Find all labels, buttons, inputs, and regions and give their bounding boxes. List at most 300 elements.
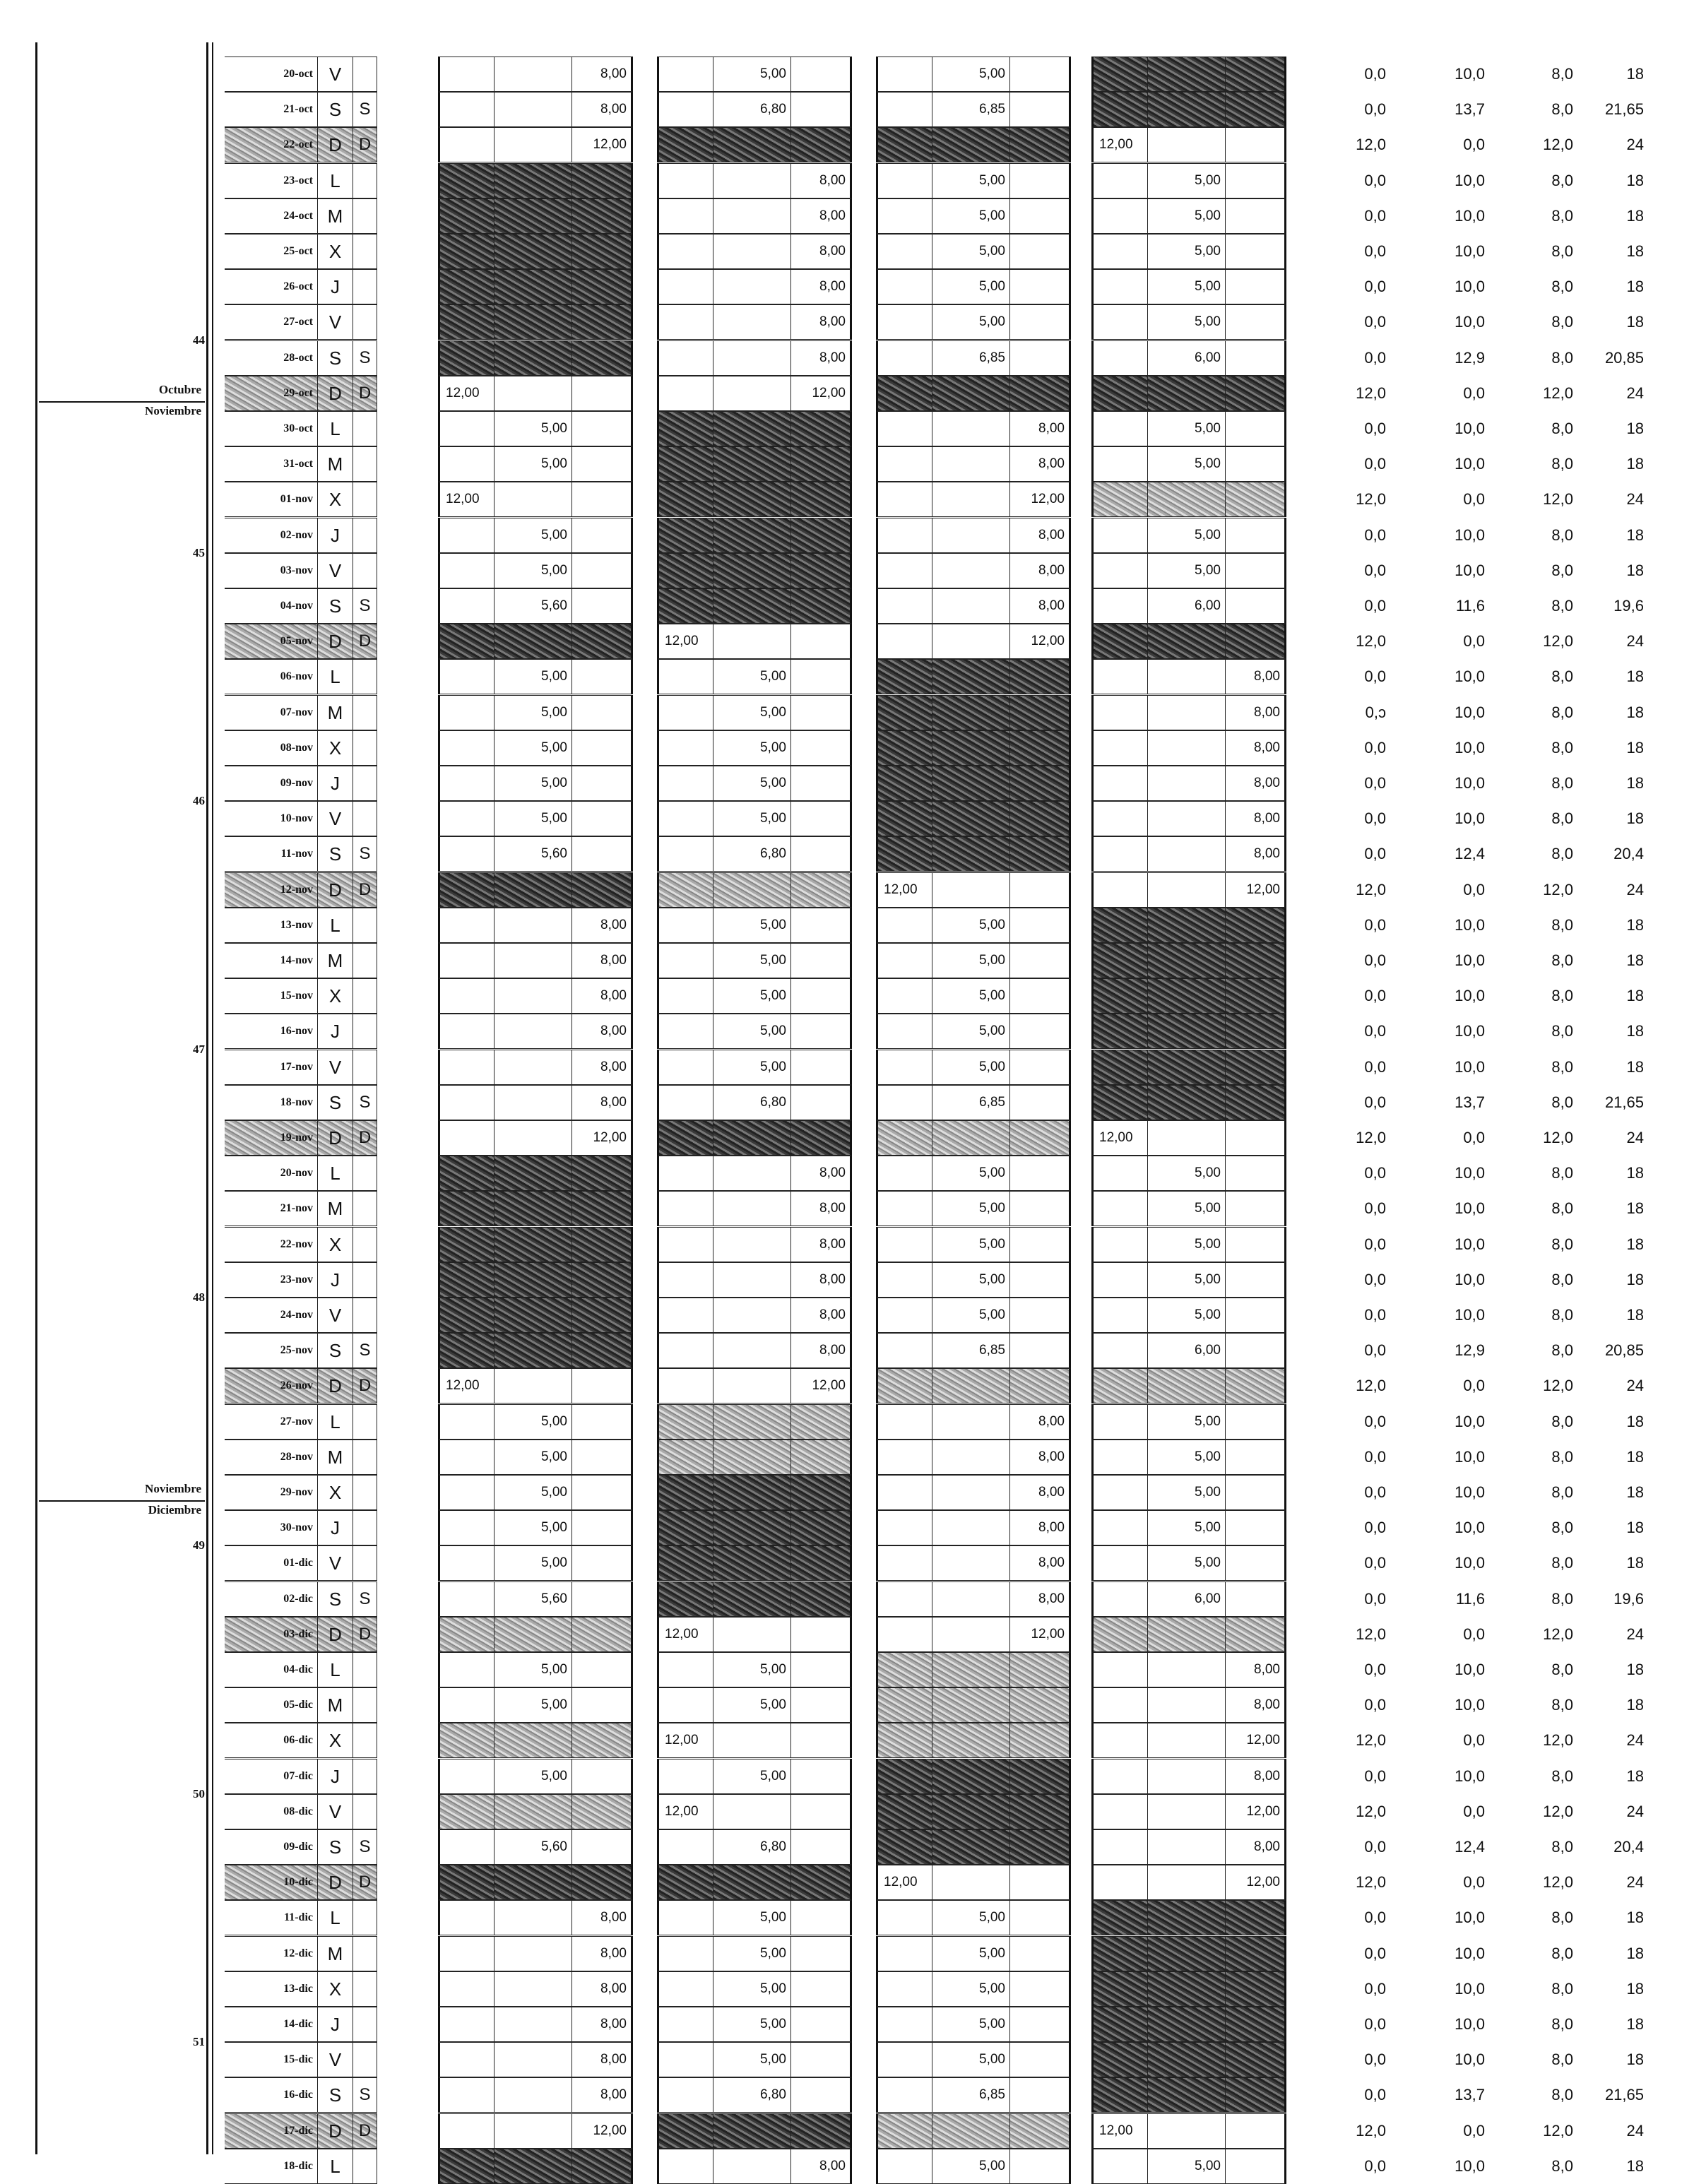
shift-cell [932,1475,1010,1510]
total-value: 18 [1626,1661,1644,1678]
shift-cell [572,1865,633,1900]
shift-cell: 12,00 [1010,624,1071,659]
total-value: 18 [1626,738,1644,756]
shift-cell [438,1900,494,1935]
shift-cell: 8,00 [1226,659,1286,694]
shift-cell [932,766,1010,801]
table-row [0,1581,1682,1617]
shift-cell [713,376,791,411]
shift-cell [494,269,572,304]
total-value: 18 [1626,1306,1644,1324]
date-cell: 16-nov [225,1014,318,1049]
total-value: 8,0 [1551,1944,1573,1962]
day-letter-cell: S [318,836,353,872]
shift-cell [1148,1014,1226,1049]
shift-cell [1010,1333,1071,1368]
total-value: 24 [1626,632,1644,651]
shift-cell [1091,57,1148,92]
shift-cell: 5,00 [713,730,791,766]
shift-cell: 5,00 [1148,446,1226,482]
shift-cell [1091,1262,1148,1298]
shift-cell [713,304,791,340]
total-value: 12,0 [1543,384,1573,402]
date-cell: 22-nov [225,1227,318,1262]
shift-cell [1148,1723,1226,1758]
shift-cell [876,1581,932,1617]
total-value: 0,0 [1364,65,1386,83]
shift-cell [438,2077,494,2113]
shift-cell [932,2113,1010,2149]
shift-cell: 5,00 [494,695,572,730]
shift-cell: 12,00 [1226,1723,1286,1758]
shift-cell: 8,00 [572,943,633,978]
shift-cell [1226,198,1286,234]
shift-cell [572,1191,633,1226]
total-value: 0,0 [1463,1802,1485,1820]
day-letter-cell: M [318,1440,353,1475]
shift-cell: 5,00 [932,978,1010,1014]
shift-cell [1010,1936,1071,1971]
shift-cell [1226,2077,1286,2113]
total-value: 18 [1626,1696,1644,1714]
shift-cell [572,340,633,376]
total-value: 13,7 [1455,100,1485,119]
shift-cell [494,1617,572,1652]
date-cell: 02-dic [225,1581,318,1617]
shift-cell: 5,00 [494,659,572,694]
total-value: 12,0 [1356,384,1386,402]
total-value: 10,0 [1455,2015,1485,2033]
shift-cell: 5,00 [932,2149,1010,2184]
shift-cell [791,1581,852,1617]
shift-cell [438,1298,494,1333]
shift-cell [657,1829,713,1865]
shift-cell [438,1687,494,1723]
shift-cell [791,766,852,801]
shift-cell [1148,1971,1226,2007]
total-value: 0,0 [1463,136,1485,154]
total-value: 0,0 [1364,1341,1386,1360]
shift-cell [438,2113,494,2149]
shift-cell [494,198,572,234]
total-value: 12,0 [1356,136,1386,154]
shift-cell [1091,1652,1148,1687]
shift-cell [1148,1120,1226,1156]
shift-cell [1091,624,1148,659]
shift-cell [1148,1900,1226,1935]
shift-cell [876,1723,932,1758]
table-row [0,1120,1682,1156]
total-value: 0,0 [1364,1057,1386,1076]
total-value: 18 [1626,1519,1644,1537]
shift-cell [791,446,852,482]
shift-cell [657,482,713,517]
table-row [0,1829,1682,1865]
total-value: 0,0 [1463,1377,1485,1395]
day-letter-cell: M [318,198,353,234]
total-value: 10,0 [1455,2051,1485,2069]
shift-cell: 12,00 [1226,1865,1286,1900]
week-number: 46 [193,794,205,808]
total-value: 0,0 [1364,1661,1386,1678]
weekend-marker-cell [353,411,377,446]
table-row [0,766,1682,801]
shift-cell [494,2113,572,2149]
shift-cell [1148,2077,1226,2113]
shift-cell [1148,376,1226,411]
shift-cell [1091,234,1148,269]
table-row [0,2042,1682,2077]
shift-cell [932,1545,1010,1581]
shift-cell [1091,1050,1148,1085]
total-value: 12,0 [1356,1802,1386,1820]
total-value: 8,0 [1551,1589,1573,1608]
total-value: 8,0 [1551,1767,1573,1785]
shift-cell [572,518,633,553]
shift-cell [876,234,932,269]
shift-cell [1010,1687,1071,1723]
table-row [0,1298,1682,1333]
shift-cell: 8,00 [1226,1759,1286,1794]
shift-cell [657,234,713,269]
shift-cell [572,766,633,801]
date-cell: 04-dic [225,1652,318,1687]
shift-cell [657,801,713,836]
shift-cell [1226,411,1286,446]
shift-cell: 5,00 [1148,1510,1226,1545]
shift-cell [1226,1900,1286,1935]
total-value: 0,0 [1364,1447,1386,1466]
shift-cell [657,1156,713,1191]
total-value: 21,65 [1604,2086,1644,2104]
day-letter-cell: L [318,908,353,943]
shift-cell: 5,00 [713,908,791,943]
table-row [0,624,1682,659]
date-cell: 06-dic [225,1723,318,1758]
shift-cell: 5,00 [713,1971,791,2007]
shift-cell [657,1298,713,1333]
shift-cell [713,2113,791,2149]
weekend-marker-cell [353,766,377,801]
shift-cell [438,1545,494,1581]
weekend-marker-cell [353,198,377,234]
shift-cell [791,1900,852,1935]
shift-cell [713,340,791,376]
total-value: 10,0 [1455,313,1485,331]
weekend-marker-cell [353,553,377,588]
table-row [0,304,1682,340]
shift-cell [932,1120,1010,1156]
day-letter-cell: V [318,801,353,836]
shift-cell: 5,60 [494,1581,572,1617]
shift-cell [791,2042,852,2077]
total-value: 8,0 [1551,242,1573,260]
shift-cell [713,1227,791,1262]
total-value: 0,0 [1364,1696,1386,1714]
table-row [0,836,1682,872]
total-value: 8,0 [1551,1093,1573,1111]
shift-cell [494,1156,572,1191]
shift-cell [1091,1971,1148,2007]
day-letter-cell: J [318,269,353,304]
total-value: 24 [1626,1873,1644,1892]
total-value: 8,0 [1551,1838,1573,1856]
shift-cell [494,1865,572,1900]
shift-cell [438,978,494,1014]
shift-cell [1010,304,1071,340]
shift-cell [572,1687,633,1723]
total-value: 12,0 [1543,1802,1573,1820]
total-value: 8,0 [1551,561,1573,579]
shift-cell: 5,00 [494,730,572,766]
day-letter-cell: L [318,411,353,446]
shift-cell: 8,00 [1010,1581,1071,1617]
shift-cell [494,234,572,269]
shift-cell: 12,00 [572,127,633,162]
shift-cell: 12,00 [1091,2113,1148,2149]
shift-cell [1226,2113,1286,2149]
shift-cell: 5,00 [1148,1191,1226,1226]
shift-cell [791,978,852,1014]
total-value: 18 [1626,455,1644,473]
shift-cell [494,92,572,127]
shift-cell: 5,00 [1148,1227,1226,1262]
shift-cell [438,1156,494,1191]
shift-cell [876,2077,932,2113]
total-value: 0,0 [1364,2156,1386,2175]
table-row [0,234,1682,269]
shift-cell: 5,00 [1148,1440,1226,1475]
total-value: 12,0 [1356,880,1386,898]
table-row [0,1191,1682,1226]
shift-cell [572,1333,633,1368]
shift-cell [876,304,932,340]
total-value: 24 [1626,2121,1644,2140]
date-cell: 12-dic [225,1936,318,1971]
shift-cell [791,588,852,624]
date-cell: 26-oct [225,269,318,304]
shift-cell: 5,00 [932,1014,1010,1049]
date-cell: 07-dic [225,1759,318,1794]
shift-cell [572,801,633,836]
shift-cell [1148,2007,1226,2042]
date-cell: 09-nov [225,766,318,801]
shift-cell [494,1120,572,1156]
shift-cell [791,695,852,730]
shift-cell [876,1759,932,1794]
table-row [0,1545,1682,1581]
total-value: 8,0 [1551,455,1573,473]
shift-cell [572,2149,633,2184]
weekend-marker-cell [353,1723,377,1758]
shift-cell [1010,1865,1071,1900]
shift-cell: 12,00 [876,872,932,908]
shift-cell [1010,730,1071,766]
weekend-marker-cell: S [353,1581,377,1617]
shift-cell [1010,376,1071,411]
day-letter-cell: J [318,766,353,801]
shift-cell [1091,2042,1148,2077]
weekend-marker-cell [353,659,377,694]
shift-cell: 5,00 [494,801,572,836]
total-value: 8,0 [1551,65,1573,83]
shift-cell [1148,624,1226,659]
shift-cell [572,836,633,872]
shift-cell: 5,00 [713,1652,791,1687]
weekend-marker-cell [353,1652,377,1687]
shift-cell [1010,1298,1071,1333]
shift-cell: 5,00 [1148,1404,1226,1440]
shift-cell [438,1794,494,1829]
shift-cell [657,1865,713,1900]
shift-cell [494,57,572,92]
shift-cell [1091,2007,1148,2042]
table-row [0,518,1682,553]
date-cell: 29-oct [225,376,318,411]
total-value: 10,0 [1455,1979,1485,1998]
weekend-marker-cell [353,482,377,517]
day-letter-cell: X [318,1971,353,2007]
shift-cell [713,1120,791,1156]
shift-cell [713,269,791,304]
shift-cell: 5,60 [494,588,572,624]
weekend-marker-cell [353,1687,377,1723]
shift-cell [1091,1440,1148,1475]
total-value: 10,0 [1455,1306,1485,1324]
shift-cell [494,1191,572,1226]
total-value: 18 [1626,1022,1644,1040]
day-letter-cell: V [318,1794,353,1829]
total-value: 12,0 [1543,2121,1573,2140]
shift-cell [657,1368,713,1403]
weekend-marker-cell: S [353,1085,377,1120]
shift-cell: 5,00 [494,553,572,588]
total-value: 10,0 [1455,915,1485,934]
weekend-marker-cell: S [353,340,377,376]
shift-cell [791,1120,852,1156]
total-value: 8,0 [1551,1306,1573,1324]
day-letter-cell: M [318,446,353,482]
shift-cell [876,801,932,836]
shift-cell: 12,00 [657,1794,713,1829]
shift-cell [1148,57,1226,92]
shift-cell: 6,80 [713,1085,791,1120]
shift-cell [438,1865,494,1900]
date-cell: 18-nov [225,1085,318,1120]
total-value: 12,0 [1356,490,1386,509]
shift-cell [1226,304,1286,340]
table-row [0,1794,1682,1829]
shift-cell [1148,695,1226,730]
weekend-marker-cell [353,1014,377,1049]
total-value: 10,0 [1455,1199,1485,1218]
week-number: 51 [193,2035,205,2049]
shift-cell [1148,766,1226,801]
shift-cell: 5,60 [494,1829,572,1865]
shift-cell [1091,872,1148,908]
shift-cell [1010,1971,1071,2007]
shift-cell [438,92,494,127]
total-value: 11,6 [1455,597,1485,615]
shift-cell [572,1617,633,1652]
total-value: 18 [1626,1235,1644,1253]
shift-cell [1226,340,1286,376]
shift-cell [876,1085,932,1120]
table-row [0,801,1682,836]
shift-cell: 5,00 [932,57,1010,92]
table-row [0,2113,1682,2149]
total-value: 0,0 [1463,1625,1485,1643]
shift-cell [438,1227,494,1262]
shift-cell [438,730,494,766]
shift-cell [791,801,852,836]
total-value: 21,65 [1604,100,1644,119]
shift-cell [494,978,572,1014]
day-letter-cell: V [318,553,353,588]
shift-cell [1226,1475,1286,1510]
shift-cell [494,340,572,376]
shift-cell [876,1829,932,1865]
shift-cell [932,1510,1010,1545]
weekend-marker-cell [353,2149,377,2184]
shift-cell [657,836,713,872]
shift-cell [713,127,791,162]
shift-cell [657,2007,713,2042]
total-value: 0,0 [1364,1306,1386,1324]
shift-cell [1091,304,1148,340]
shift-cell [572,1652,633,1687]
shift-cell [1091,1085,1148,1120]
shift-cell [494,1368,572,1403]
shift-cell: 5,00 [494,518,572,553]
shift-cell [438,127,494,162]
shift-cell [1091,1475,1148,1510]
shift-cell [438,943,494,978]
shift-cell: 6,80 [713,1829,791,1865]
shift-cell [1010,1652,1071,1687]
total-value: 24 [1626,1802,1644,1820]
total-value: 8,0 [1551,703,1573,721]
shift-cell [494,872,572,908]
shift-cell: 8,00 [1226,1652,1286,1687]
shift-cell [494,482,572,517]
shift-cell: 5,00 [494,1440,572,1475]
weekend-marker-cell [353,1227,377,1262]
shift-cell [1091,1545,1148,1581]
shift-cell: 5,00 [1148,234,1226,269]
shift-cell [713,1156,791,1191]
shift-cell [932,518,1010,553]
date-cell: 30-nov [225,1510,318,1545]
shift-cell [1226,1440,1286,1475]
shift-cell [1226,1262,1286,1298]
shift-cell: 6,85 [932,340,1010,376]
day-letter-cell: D [318,127,353,162]
shift-cell [791,1545,852,1581]
shift-cell [876,446,932,482]
total-value: 0,0 [1364,951,1386,969]
total-value: 0,0 [1364,845,1386,863]
day-letter-cell: L [318,1900,353,1935]
total-value: 8,0 [1551,2156,1573,2175]
shift-cell [932,482,1010,517]
shift-cell [1091,588,1148,624]
shift-cell [494,1262,572,1298]
shift-cell [438,1723,494,1758]
shift-cell [1226,1085,1286,1120]
shift-cell [657,1687,713,1723]
shift-cell [876,553,932,588]
